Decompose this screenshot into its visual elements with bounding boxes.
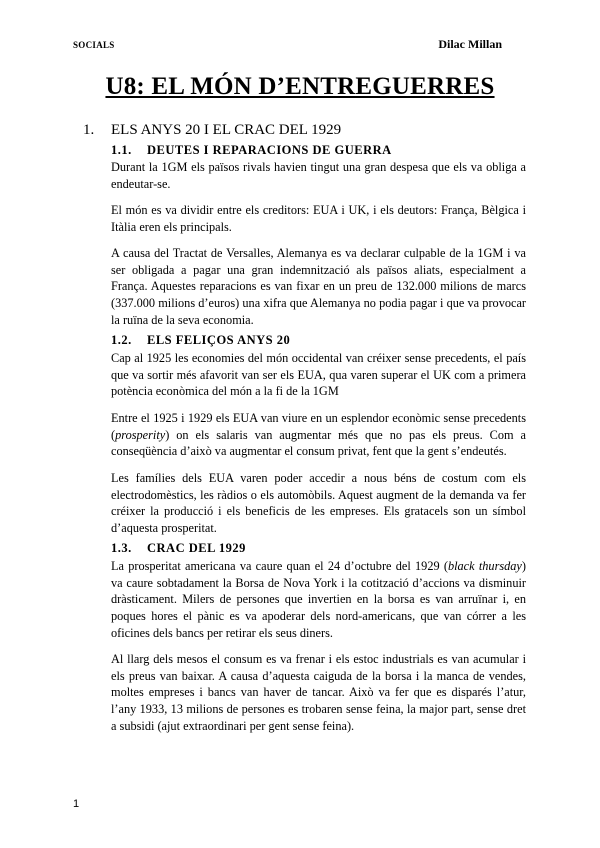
emphasis-text: black thursday — [447, 559, 522, 573]
paragraph: El món es va dividir entre els creditors: EUA i UK, i els deutors: França, Bèlgica i Itàlia eren els principals. — [111, 203, 526, 234]
paragraph-text: Entre el 1925 i 1929 els EUA van viure en un esplendor econòmic sense precedents ( — [111, 411, 526, 442]
paragraph: Cap al 1925 les economies del món occidental van créixer sense precedents, el país que va sortir més afavorit van ser els EUA, qua varen superar el UK com a primera potència econòmica del món a la fi de la 1GM — [111, 351, 526, 399]
paragraph: Les famílies dels EUA varen poder accedir a nous béns de costum com els electrodomèstics, les ràdios o els automòbils. Aquest augment de la demanda va fer créixer la producció i els beneficis de les empreses. Els gratacels son un símbol d’aquesta prosperitat. — [111, 471, 526, 536]
paragraph: A causa del Tractat de Versalles, Alemanya es va declarar culpable de la 1GM i va ser obligada a pagar una gran indemnització als països aliats, especialment a França. Aquestes reparacions es van fixar en un preu de 132.000 milions de marcs (337.000 milions d’euros) una xifra que Alemanya no podia pagar i que va provocar la ruïna de la seva economia. — [111, 246, 526, 327]
subsection-heading-2 — [111, 333, 290, 348]
section-heading — [83, 122, 341, 139]
subsection-number: 1.2. — [111, 333, 132, 347]
subsection-title: DEUTES I REPARACIONS DE GUERRA — [147, 143, 392, 157]
subsection-number: 1.3. — [111, 541, 132, 555]
subsection-number: 1.1. — [111, 143, 132, 157]
subsection-title: CRAC DEL 1929 — [147, 541, 246, 555]
page-title: U8: EL MÓN D’ENTREGUERRES — [105, 73, 495, 100]
paragraph — [111, 558, 526, 642]
paragraph: Al llarg dels mesos el consum es va frenar i els estoc industrials es van acumular i els preus van baixar. A causa d’aquesta caiguda de la borsa i la manca de vendes, moltes empreses i bancs van haver de tancar. Això va fer que es disparés l’atur, l’any 1933, 13 milions de persones es trobaren sense feina, la major part, sense dret a subsidi (ajut extraordinari per gent sense feina). — [111, 652, 526, 733]
section-title: ELS ANYS 20 I EL CRAC DEL 1929 — [111, 122, 342, 138]
paragraph — [111, 410, 526, 460]
paragraph-text: ) on els salaris van augmentar més que no pas els preus. Com a conseqüència d’això va augmentar el consum privat, fent que la gent s’endeutés. — [111, 427, 526, 459]
subsection-heading-3 — [111, 541, 246, 556]
page-number: 1 — [73, 798, 80, 810]
emphasis-text: prosperity — [115, 427, 166, 442]
section-number: 1. — [83, 122, 95, 138]
header-author: Dilac Millan — [438, 37, 502, 51]
subsection-heading-1 — [111, 143, 392, 158]
paragraph-text: ) va caure sobtadament la Borsa de Nova York i la cotització d’accions va disminuir dràsticament. Milers de persones que invertien en la borsa es van arruïnar i, en poques hores el pànic es va apoderar dels nord-americans, que van córrer a les oficines dels bancs per retirar els seus diners. — [111, 559, 526, 640]
paragraph-text: La prosperitat americana va caure quan el 24 d’octubre del 1929 ( — [111, 559, 448, 573]
header-subject: SOCIALS — [73, 40, 115, 50]
subsection-title: ELS FELIÇOS ANYS 20 — [147, 333, 291, 347]
paragraph: Durant la 1GM els països rivals havien tingut una gran despesa que els va obliga a endeutar-se. — [111, 160, 526, 191]
